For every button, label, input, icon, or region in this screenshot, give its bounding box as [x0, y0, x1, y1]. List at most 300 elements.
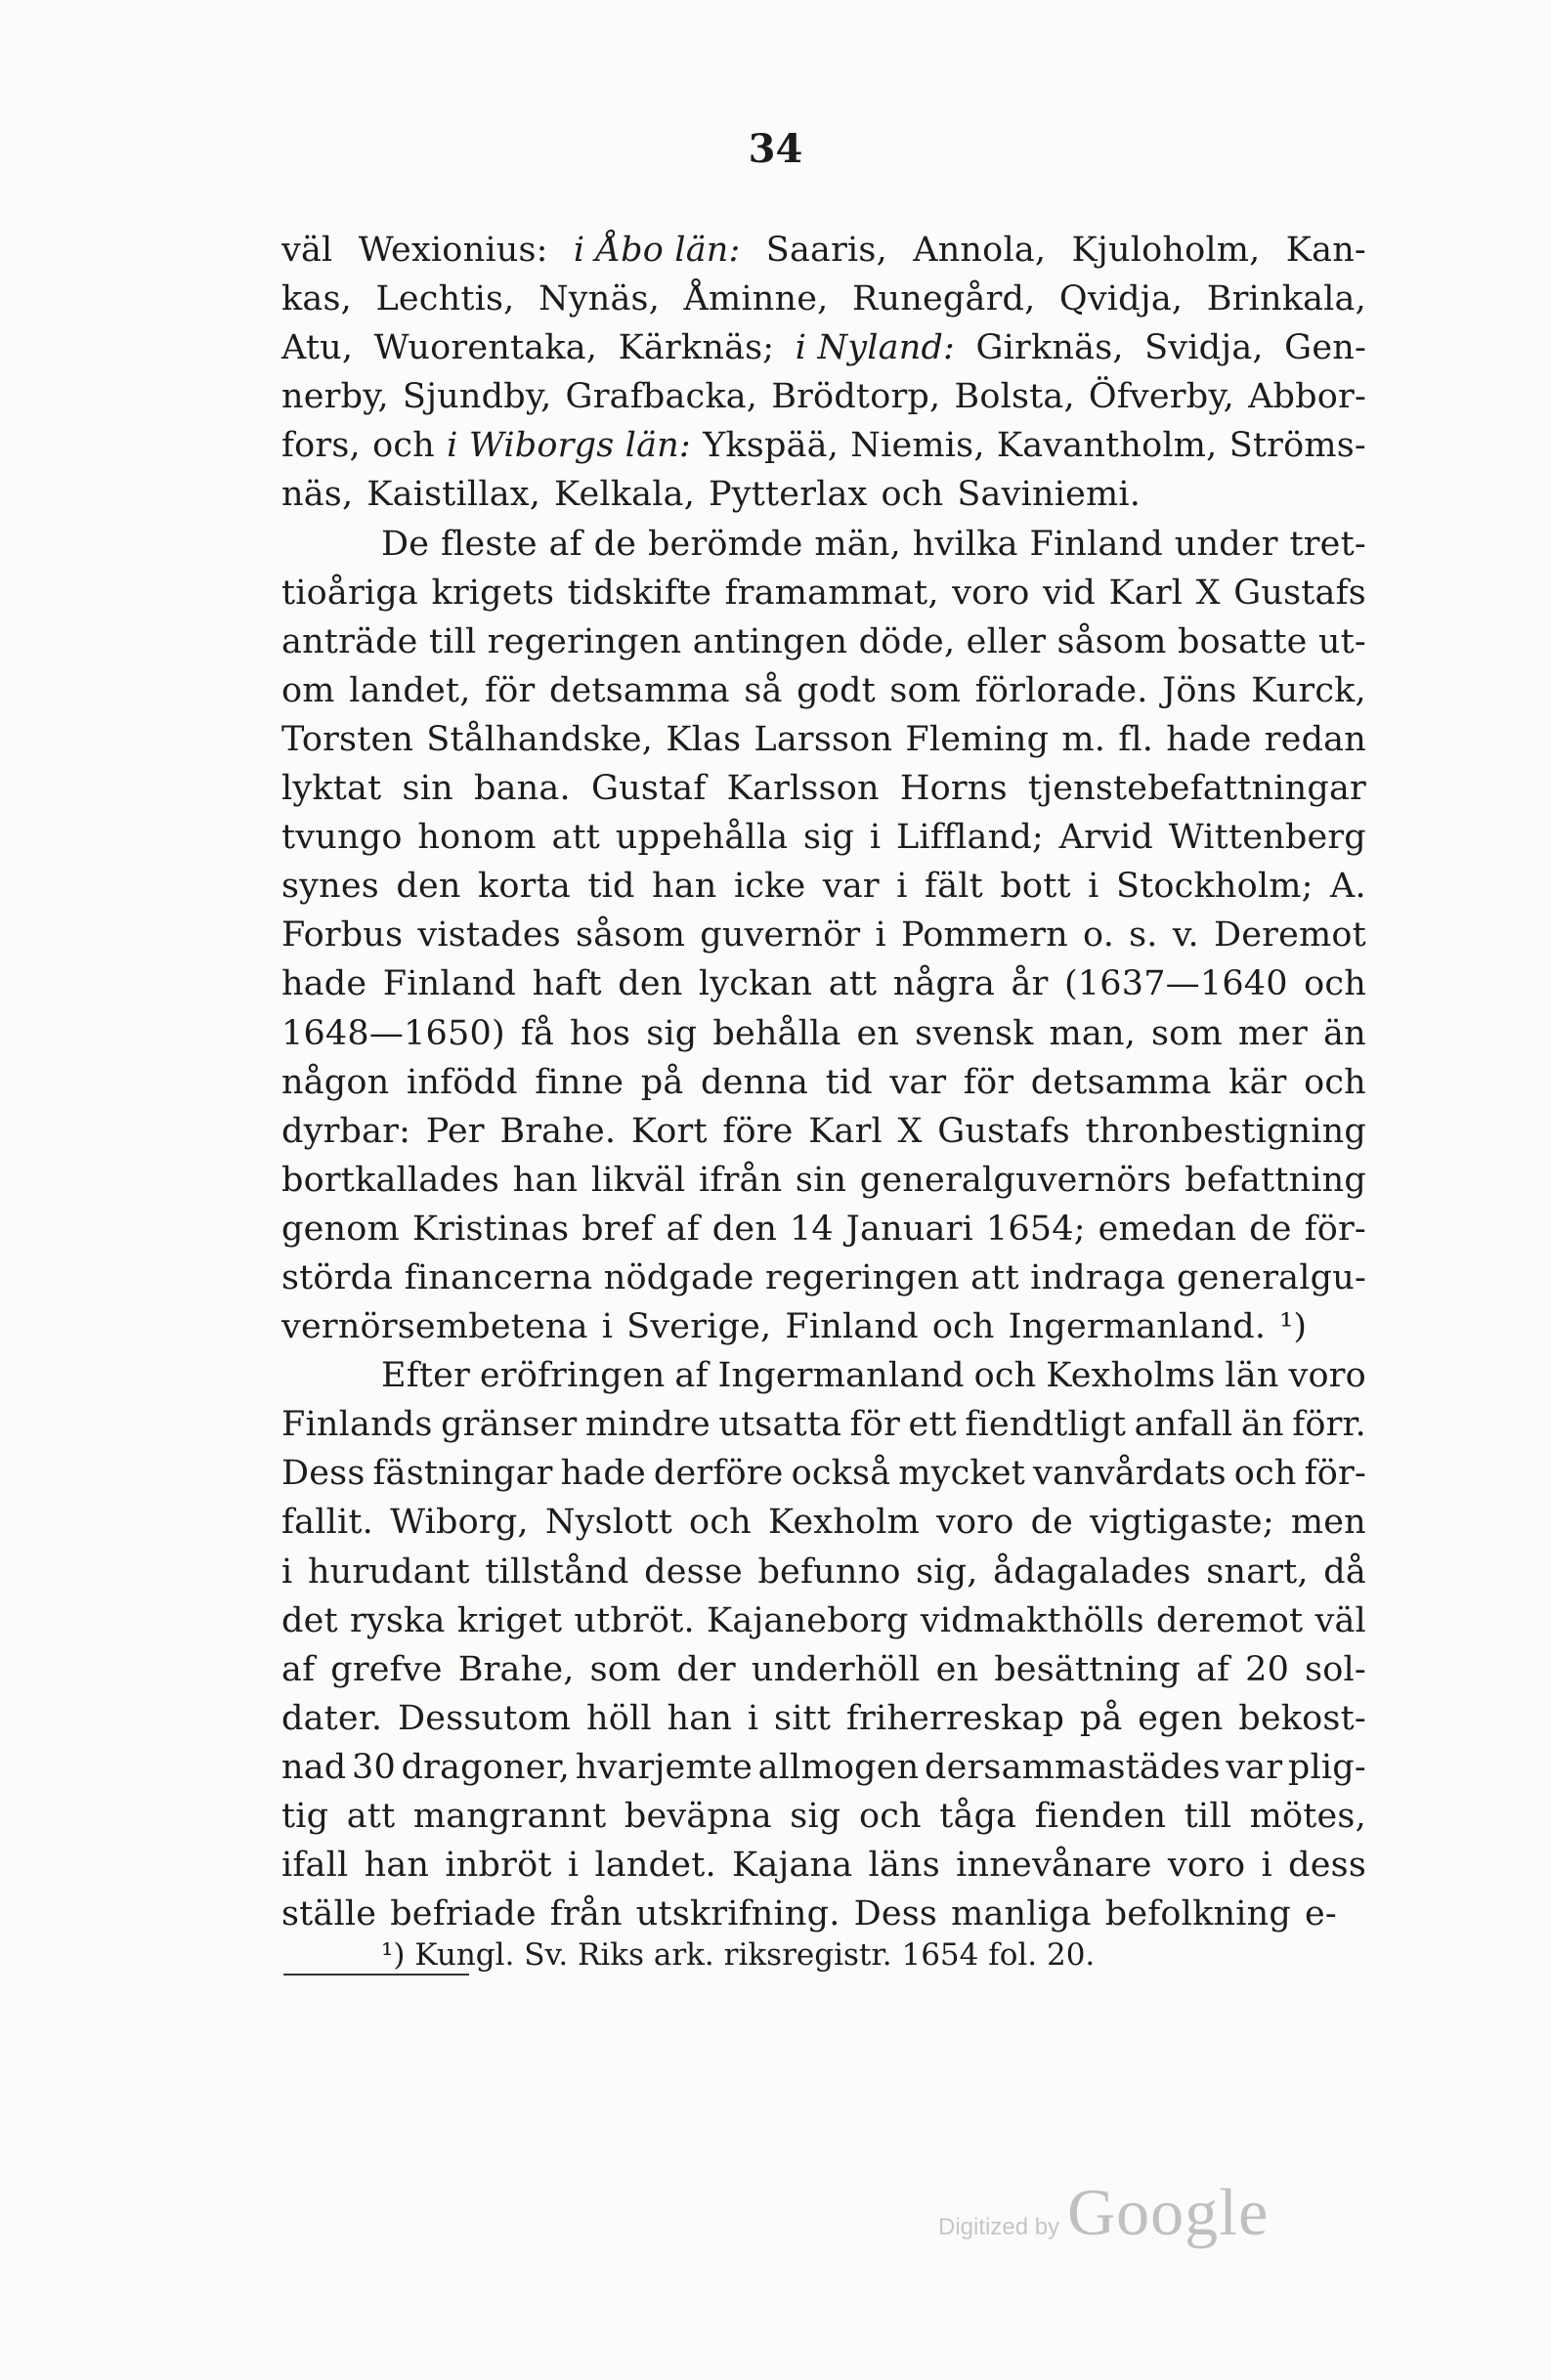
- word: Gustaf: [590, 769, 707, 809]
- word: Abbor-: [1248, 377, 1366, 417]
- word: kriget: [456, 1600, 563, 1640]
- text-line: [281, 470, 1366, 519]
- word: infödd: [406, 1062, 518, 1102]
- text-line: [281, 1743, 1366, 1792]
- word: genom: [281, 1209, 400, 1249]
- word: tioåriga: [281, 573, 418, 613]
- word: och: [858, 1797, 922, 1836]
- text-line: [281, 715, 1366, 764]
- word: Brahe,: [457, 1649, 575, 1689]
- word: bott: [1000, 867, 1071, 907]
- text-line: [281, 569, 1366, 617]
- word: i: [896, 867, 908, 907]
- word: hvilka: [912, 524, 1018, 564]
- word: till: [1184, 1797, 1232, 1836]
- word: tåga: [939, 1797, 1017, 1836]
- word: egen: [1138, 1698, 1224, 1738]
- word: uppehålla: [615, 818, 789, 858]
- word: Nyslott: [544, 1503, 672, 1543]
- word: Annola,: [913, 231, 1047, 270]
- text-line: [281, 1596, 1366, 1645]
- word: grefve: [330, 1649, 443, 1689]
- word: anfall: [1134, 1405, 1233, 1445]
- word: der: [676, 1649, 736, 1689]
- word: mindre: [584, 1405, 711, 1445]
- word: de: [1249, 1209, 1292, 1249]
- word: på: [1079, 1698, 1123, 1738]
- page-number: 34: [748, 126, 803, 172]
- word: men: [1290, 1503, 1366, 1543]
- text-line: [281, 1890, 1366, 1938]
- word: derföre: [653, 1454, 784, 1494]
- word: beväpna: [624, 1797, 772, 1836]
- word: guvernör: [700, 915, 861, 956]
- word: (1637—1640: [1063, 964, 1288, 1004]
- word: i: [1088, 867, 1099, 907]
- word: de: [1030, 1503, 1074, 1543]
- word: såsom: [576, 915, 686, 956]
- word: Åminne,: [683, 279, 829, 319]
- word: regeringen: [487, 621, 682, 661]
- word: o.: [1083, 915, 1115, 956]
- word: hade: [1166, 719, 1252, 759]
- text-line: [281, 617, 1366, 666]
- word: dersammastädes: [924, 1747, 1221, 1787]
- word: än: [1240, 1405, 1284, 1445]
- word: Svidja,: [1144, 328, 1264, 368]
- word: sitt: [774, 1698, 832, 1738]
- word: Kavantholm,: [996, 426, 1218, 466]
- word: ett: [908, 1405, 957, 1445]
- word: allmogen: [757, 1747, 920, 1787]
- word: generalgu-: [1177, 1257, 1366, 1297]
- word: s.: [1129, 915, 1158, 956]
- word: i: [601, 1307, 614, 1347]
- word: af: [666, 1209, 700, 1249]
- word: vernörsembetena: [281, 1307, 588, 1347]
- word: befattning: [1185, 1160, 1366, 1200]
- word: Wiborg,: [390, 1503, 529, 1543]
- text-line: [281, 1205, 1366, 1254]
- word: Kärknäs;: [618, 328, 775, 368]
- word: och: [931, 1307, 995, 1347]
- word: voro: [1167, 1846, 1246, 1886]
- word: i: [1261, 1846, 1272, 1886]
- word: tidskifte: [567, 573, 712, 613]
- word: Kristinas: [411, 1209, 570, 1249]
- word: befunno: [757, 1551, 901, 1592]
- word: förr.: [1292, 1405, 1366, 1445]
- text-line: [281, 1107, 1366, 1156]
- word: tig: [281, 1797, 329, 1836]
- word: läns: [868, 1846, 940, 1886]
- word: Öfverby,: [1088, 377, 1234, 417]
- word: Wittenberg: [1168, 818, 1366, 858]
- word: Pytterlax: [709, 475, 868, 515]
- word: antingen: [692, 621, 848, 661]
- word: Qvidja,: [1058, 279, 1184, 319]
- word: döde,: [858, 621, 956, 661]
- word: fors,: [281, 426, 361, 466]
- word: Nynäs,: [538, 279, 661, 319]
- word: korta: [478, 867, 571, 907]
- word: och: [881, 475, 944, 515]
- word: fiendtligt: [965, 1405, 1127, 1445]
- word: såsom: [1056, 621, 1167, 661]
- word: sig: [646, 1013, 698, 1053]
- word: vidmakthölls: [920, 1600, 1144, 1640]
- word: för-: [1304, 1209, 1366, 1249]
- word: mötes,: [1249, 1797, 1366, 1836]
- word: var: [822, 867, 880, 907]
- word: Pommern: [900, 915, 1068, 956]
- word: att: [970, 1257, 1019, 1297]
- word: nad: [281, 1747, 347, 1787]
- word: X: [1195, 573, 1221, 613]
- word: Deremot: [1214, 915, 1366, 956]
- word: nerby,: [281, 377, 389, 417]
- word: lyktat: [281, 769, 382, 809]
- word: Finland: [785, 1307, 919, 1347]
- text-line: [281, 862, 1366, 911]
- word: fallit.: [281, 1503, 373, 1543]
- footnote: [381, 1937, 1096, 1973]
- word: Sverige,: [626, 1307, 772, 1347]
- watermark-prefix: Digitized by: [938, 2214, 1060, 2240]
- word: Kajaneborg: [706, 1600, 909, 1640]
- word: man,: [1049, 1013, 1137, 1053]
- word: vistades: [417, 915, 561, 956]
- word: Ingermanland: [717, 1356, 965, 1396]
- word: mangrannt: [412, 1797, 607, 1836]
- word: emedan: [1098, 1209, 1237, 1249]
- word: ifrån: [699, 1160, 783, 1200]
- word: hvarjemte: [575, 1747, 753, 1787]
- word: också: [791, 1454, 891, 1494]
- word: som: [889, 670, 962, 710]
- word: någon: [281, 1062, 390, 1102]
- word: Dessutom: [398, 1698, 572, 1738]
- place-label: i Åbo län:: [573, 231, 741, 270]
- word: tillstånd: [485, 1551, 629, 1592]
- place-label: i Nyland:: [795, 328, 956, 368]
- word: besättning: [994, 1649, 1181, 1689]
- word: m.: [1061, 719, 1106, 759]
- word: financerna: [404, 1257, 593, 1297]
- word: utskrifning.: [635, 1894, 840, 1934]
- word: sin: [795, 1160, 847, 1200]
- word: Brahe.: [499, 1111, 617, 1151]
- word: Saviniemi.: [957, 475, 1142, 515]
- word: tid: [825, 1062, 873, 1102]
- word: honom: [417, 818, 537, 858]
- word: Wexionius:: [358, 231, 548, 270]
- word: bana.: [473, 769, 571, 809]
- word: för: [963, 1062, 1014, 1102]
- text-line: [281, 1400, 1366, 1449]
- word: regeringen: [765, 1257, 960, 1297]
- word: Brinkala,: [1206, 279, 1366, 319]
- word: ryska: [349, 1600, 446, 1640]
- word: den: [396, 867, 461, 907]
- word: af: [674, 1356, 709, 1396]
- word: sig,: [916, 1551, 978, 1592]
- place-label: i Wiborgs län:: [447, 426, 691, 466]
- word: befriade: [390, 1894, 537, 1934]
- footnote-text: Kungl. Sv. Riks ark. riksregistr. 1654 fol. 20.: [414, 1937, 1096, 1973]
- word: förlorade.: [974, 670, 1148, 710]
- word: Ingermanland.: [1008, 1307, 1267, 1347]
- word: Ströms-: [1228, 426, 1366, 466]
- word: icke: [733, 867, 806, 907]
- word: dragoner,: [401, 1747, 571, 1787]
- word: Finland: [1029, 524, 1163, 564]
- word: och: [372, 426, 435, 466]
- word: utbröt.: [574, 1600, 695, 1640]
- word: var: [1226, 1747, 1283, 1787]
- word: innevånare: [956, 1846, 1152, 1886]
- word: Girknäs,: [975, 328, 1124, 368]
- word: framammat,: [724, 573, 939, 613]
- word: dater.: [281, 1698, 383, 1738]
- word: krigets: [431, 573, 555, 613]
- text-line: [281, 959, 1366, 1008]
- text-line: [281, 1058, 1366, 1107]
- word: Kurck,: [1251, 670, 1366, 710]
- word: underhöll: [751, 1649, 921, 1689]
- word: Forbus: [281, 915, 404, 956]
- word: bortkallades: [281, 1160, 500, 1200]
- word: de: [593, 524, 637, 564]
- word: han: [652, 867, 717, 907]
- word: detsamma: [1030, 1062, 1212, 1102]
- word: Jöns: [1162, 670, 1237, 710]
- word: Gustafs: [937, 1111, 1070, 1151]
- word: vigtigaste;: [1090, 1503, 1274, 1543]
- word: vanvårdats: [1032, 1454, 1227, 1494]
- word: utsatta: [718, 1405, 842, 1445]
- word: väl: [1314, 1600, 1366, 1640]
- word: eröfringen: [479, 1356, 666, 1396]
- word: voro: [936, 1503, 1014, 1543]
- word: tid: [587, 867, 635, 907]
- word: Brödtorp,: [771, 377, 941, 417]
- word: tvungo: [281, 818, 403, 858]
- word: den: [618, 964, 683, 1004]
- word: Atu,: [281, 328, 354, 368]
- word: län: [1225, 1356, 1279, 1396]
- word: Fleming: [905, 719, 1050, 759]
- word: desse: [644, 1551, 743, 1592]
- text-line: [281, 323, 1366, 372]
- digitized-watermark: [938, 2174, 1269, 2251]
- word: i: [281, 1551, 293, 1592]
- word: redan: [1264, 719, 1366, 759]
- text-line: [281, 1694, 1366, 1743]
- word: han: [364, 1846, 430, 1886]
- word: Karl: [1108, 573, 1184, 613]
- word: vid: [1043, 573, 1096, 613]
- text-line: [281, 1449, 1366, 1498]
- text-line: [281, 1302, 1366, 1351]
- body-text: [281, 226, 1366, 1938]
- word: väl: [281, 231, 333, 270]
- word: hos: [570, 1013, 631, 1053]
- word: sig: [790, 1797, 841, 1836]
- word: dyrbar:: [281, 1111, 411, 1151]
- word: af: [1195, 1649, 1230, 1689]
- word: i: [875, 915, 886, 956]
- word: Kan-: [1285, 231, 1366, 270]
- word: Wuorentaka,: [373, 328, 598, 368]
- word: lyckan: [698, 964, 813, 1004]
- text-line: [281, 1645, 1366, 1694]
- word: Kajana: [732, 1846, 853, 1886]
- word: landet.: [594, 1846, 716, 1886]
- word: tret-: [1289, 524, 1366, 564]
- word: och: [1304, 1062, 1366, 1102]
- word: han: [512, 1160, 579, 1200]
- word: fästningar: [372, 1454, 553, 1494]
- text-line: [281, 666, 1366, 715]
- word: gränser: [441, 1405, 578, 1445]
- word: än: [1323, 1013, 1366, 1053]
- word: tjenstebefattningar: [1027, 769, 1366, 809]
- word: plig-: [1287, 1747, 1366, 1787]
- footnote-marker: ¹): [381, 1937, 406, 1973]
- word: 14: [789, 1209, 834, 1249]
- word: på: [640, 1062, 684, 1102]
- text-line: [281, 911, 1366, 959]
- word: män,: [814, 524, 901, 564]
- word: hurudant: [307, 1551, 470, 1592]
- word: Bolsta,: [954, 377, 1075, 417]
- word: och: [689, 1503, 752, 1543]
- word: Dess: [853, 1894, 938, 1934]
- word: ställe: [281, 1894, 377, 1934]
- word: år: [1011, 964, 1049, 1004]
- word: bekost-: [1238, 1698, 1366, 1738]
- word: till: [428, 621, 477, 661]
- word: att: [828, 964, 878, 1004]
- word: han: [667, 1698, 733, 1738]
- word: den: [711, 1209, 778, 1249]
- word: höll: [585, 1698, 652, 1738]
- word: så: [744, 670, 783, 710]
- word: snart,: [1206, 1551, 1309, 1592]
- word: Grafbacka,: [565, 377, 758, 417]
- text-line: [281, 1009, 1366, 1058]
- word: ifall: [281, 1846, 349, 1886]
- word: Gustafs: [1233, 573, 1366, 613]
- word: e-: [1304, 1894, 1337, 1934]
- word: Runegård,: [851, 279, 1036, 319]
- word: Kexholms: [1046, 1356, 1216, 1396]
- word: under: [1174, 524, 1278, 564]
- word: fl.: [1118, 719, 1154, 759]
- word: hade: [281, 964, 367, 1004]
- footnote-rule: [283, 1974, 469, 1976]
- word: Lechtis,: [375, 279, 515, 319]
- word: voro: [1288, 1356, 1366, 1396]
- word: manliga: [951, 1894, 1092, 1934]
- word: bosatte: [1177, 621, 1308, 661]
- word: X: [897, 1111, 923, 1151]
- text-line: [281, 813, 1366, 862]
- word: fält: [925, 867, 983, 907]
- word: ådagalades: [993, 1551, 1191, 1592]
- word: fienden: [1034, 1797, 1167, 1836]
- text-line: [281, 764, 1366, 813]
- word: ¹): [1279, 1307, 1308, 1347]
- word: före: [722, 1111, 794, 1151]
- word: sin: [402, 769, 453, 809]
- word: att: [346, 1797, 396, 1836]
- word: Finland: [382, 964, 517, 1004]
- text-line: [281, 1841, 1366, 1890]
- word: sol-: [1305, 1649, 1366, 1689]
- word: störda: [281, 1257, 394, 1297]
- word: ut-: [1317, 621, 1366, 661]
- text-line: [281, 421, 1366, 470]
- text-line: [281, 1254, 1366, 1302]
- text-line: [281, 520, 1366, 569]
- word: det: [281, 1600, 338, 1640]
- word: en: [856, 1013, 900, 1053]
- word: Stockholm;: [1115, 867, 1314, 907]
- word: nödgade: [603, 1257, 754, 1297]
- word: 1648—1650): [281, 1013, 505, 1053]
- word: Per: [425, 1111, 485, 1151]
- word: som: [1151, 1013, 1223, 1053]
- word: 30: [352, 1747, 396, 1787]
- word: från: [549, 1894, 623, 1934]
- word: Kort: [630, 1111, 708, 1151]
- word: A.: [1330, 867, 1366, 907]
- word: för: [485, 670, 536, 710]
- word: några: [892, 964, 996, 1004]
- word: Saaris,: [765, 231, 887, 270]
- word: Sjundby,: [402, 377, 552, 417]
- word: Arvid: [1058, 818, 1154, 858]
- word: Gen-: [1284, 328, 1366, 368]
- word: i: [747, 1698, 759, 1738]
- word: Liffland;: [895, 818, 1044, 858]
- word: af: [281, 1649, 316, 1689]
- word: Efter: [381, 1356, 471, 1396]
- word: och: [973, 1356, 1037, 1396]
- word: kas,: [281, 279, 352, 319]
- word: och: [1304, 964, 1366, 1004]
- word: likväl: [590, 1160, 686, 1200]
- word: Kelkala,: [554, 475, 696, 515]
- word: för-: [1304, 1454, 1366, 1494]
- word: Kaistillax,: [366, 475, 541, 515]
- text-line: [281, 1351, 1366, 1400]
- word: få: [520, 1013, 555, 1053]
- word: eller: [966, 621, 1047, 661]
- word: svensk: [915, 1013, 1034, 1053]
- word: Klas: [666, 719, 742, 759]
- word: Januari: [845, 1209, 973, 1249]
- word: och: [1233, 1454, 1297, 1494]
- text-line: [281, 1156, 1366, 1205]
- word: Torsten: [281, 719, 414, 759]
- word: Ykspää,: [703, 426, 840, 466]
- word: Kexholm: [767, 1503, 920, 1543]
- word: dess: [1288, 1846, 1366, 1886]
- word: Larsson: [754, 719, 893, 759]
